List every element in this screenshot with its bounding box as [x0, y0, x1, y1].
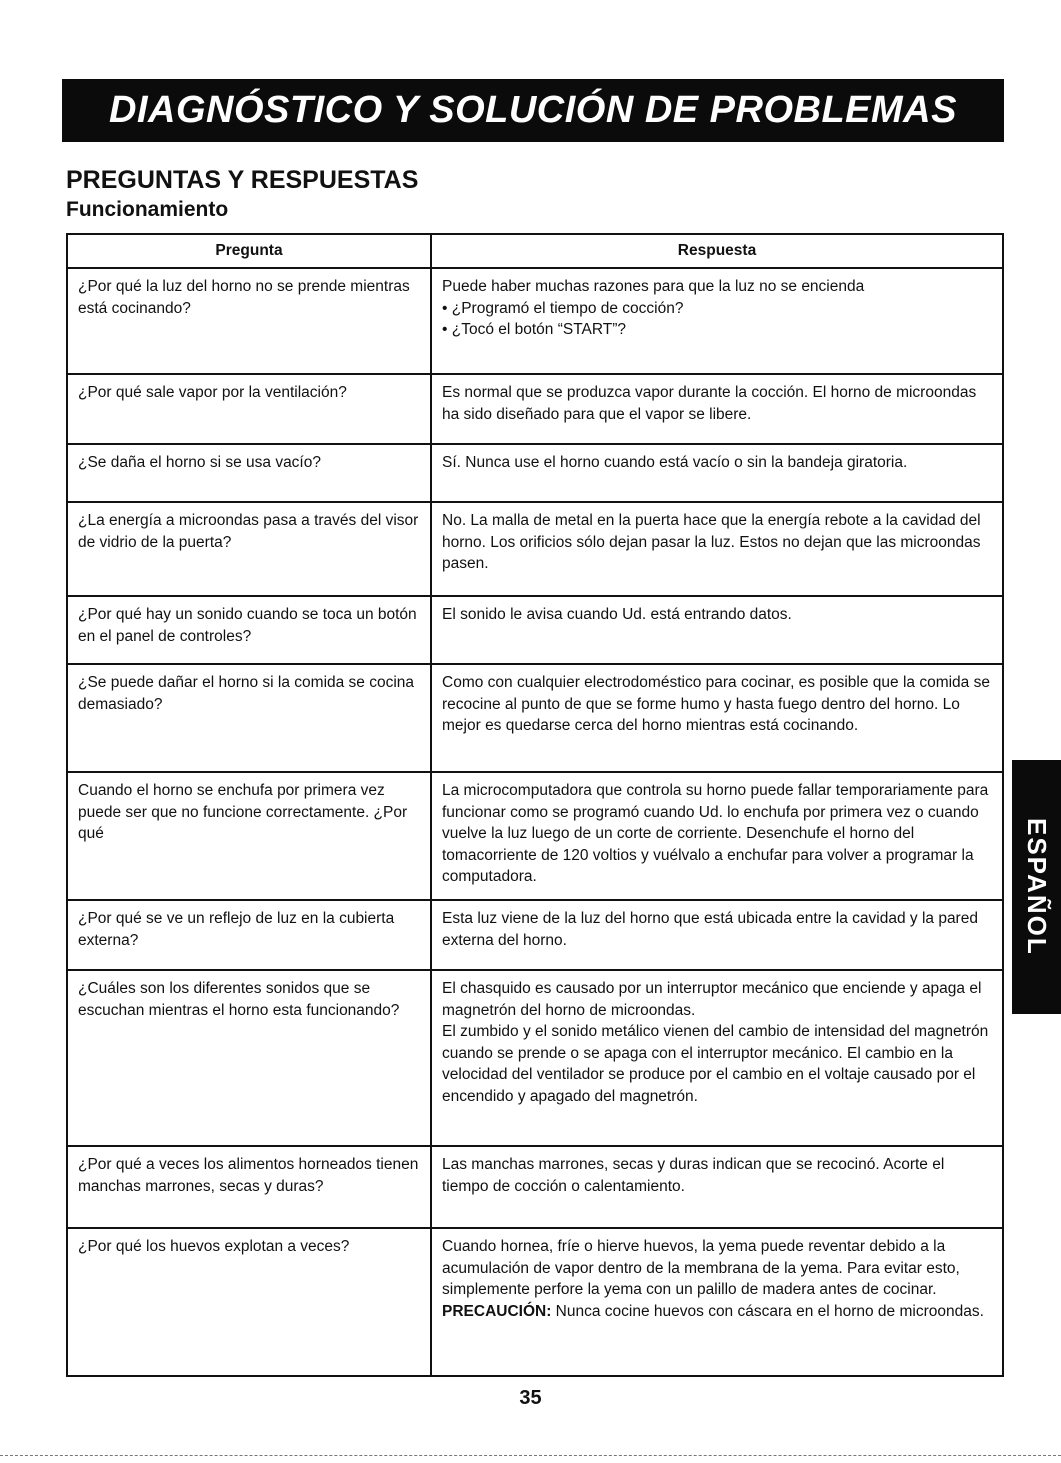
answer-line: Las manchas marrones, secas y duras indican que se recocinó. Acorte el tiempo de cocción o calentamiento.: [442, 1156, 945, 1195]
caution-text: Nunca cocine huevos con cáscara en el horno de microondas.: [551, 1302, 984, 1320]
question-cell: ¿Por qué sale vapor por la ventilación?: [67, 374, 431, 444]
answer-line: Puede haber muchas razones para que la luz no se encienda: [442, 278, 865, 295]
qa-row: [67, 664, 1003, 772]
answer-cell: [431, 1228, 1003, 1376]
answer-column-header: Respuesta: [431, 234, 1003, 268]
answer-cell: [431, 664, 1003, 772]
qa-row: [67, 596, 1003, 664]
qa-row: [67, 970, 1003, 1146]
answer-line: La microcomputadora que controla su horno puede fallar temporariamente para funcionar como se programó cuando Ud. lo enchufa por primera vez o cuando vuelve la luz luego de un corte de corriente. Desenchufe el horno del tomacorriente de 120 voltios y vuélvalo a enchufar para volver a programar la computadora.: [442, 782, 989, 885]
language-side-tab: [1012, 760, 1061, 1014]
answer-line: • ¿Tocó el botón “START”?: [442, 321, 627, 338]
qa-table-body: [67, 268, 1003, 1376]
qa-row: [67, 502, 1003, 596]
language-tab-label: ESPAÑOL: [1022, 818, 1052, 956]
qa-row: [67, 900, 1003, 970]
question-cell: ¿Por qué hay un sonido cuando se toca un botón en el panel de controles?: [67, 596, 431, 664]
page-bottom-rule: [0, 1455, 1061, 1456]
answer-cell: [431, 444, 1003, 502]
qa-row: [67, 1228, 1003, 1376]
qa-row: [67, 1146, 1003, 1228]
answer-cell: [431, 1146, 1003, 1228]
qa-row: [67, 374, 1003, 444]
page-number: 35: [519, 1387, 542, 1409]
answer-line: No. La malla de metal en la puerta hace que la energía rebote a la cavidad del horno. Los orificios sólo dejan pasar la luz. Estos no dejan que las microondas pasen.: [442, 512, 981, 572]
answer-cell: [431, 268, 1003, 374]
caution-label: PRECAUCIÓN:: [442, 1302, 552, 1320]
section-banner: [62, 79, 1004, 142]
answer-cell: [431, 970, 1003, 1146]
answer-cell: [431, 900, 1003, 970]
question-cell: ¿Por qué los huevos explotan a veces?: [67, 1228, 431, 1376]
answer-line: Cuando hornea, fríe o hierve huevos, la yema puede reventar debido a la acumulación de vapor dentro de la membrana de la yema. Para evitar esto, simplemente perfore la yema con un palillo de madera antes de cocinar.: [442, 1238, 960, 1298]
question-column-header: Pregunta: [67, 234, 431, 268]
question-cell: ¿La energía a microondas pasa a través del visor de vidrio de la puerta?: [67, 502, 431, 596]
answer-line: Esta luz viene de la luz del horno que está ubicada entre la cavidad y la pared externa del horno.: [442, 910, 978, 949]
answer-line: Es normal que se produzca vapor durante la cocción. El horno de microondas ha sido diseñado para que el vapor se libere.: [442, 384, 977, 423]
answer-line: El chasquido es causado por un interruptor mecánico que enciende y apaga el magnetrón del horno de microondas.: [442, 980, 982, 1019]
section-subtitle: Funcionamiento: [66, 198, 229, 221]
question-cell: ¿Por qué la luz del horno no se prende mientras está cocinando?: [67, 268, 431, 374]
answer-line: El zumbido y el sonido metálico vienen del cambio de intensidad del magnetrón cuando se prende o se apaga con el interruptor mecánico. El cambio en la velocidad del ventilador se produce por el cambio en el voltaje causado por el encendido y apagado del magnetrón.: [442, 1023, 989, 1105]
section-title: PREGUNTAS Y RESPUESTAS: [66, 166, 419, 194]
answer-cell: [431, 374, 1003, 444]
question-cell: ¿Por qué a veces los alimentos horneados tienen manchas marrones, secas y duras?: [67, 1146, 431, 1228]
question-cell: ¿Se puede dañar el horno si la comida se cocina demasiado?: [67, 664, 431, 772]
answer-line: El sonido le avisa cuando Ud. está entrando datos.: [442, 606, 792, 623]
answer-cell: [431, 502, 1003, 596]
qa-row: [67, 268, 1003, 374]
question-cell: ¿Por qué se ve un reflejo de luz en la cubierta externa?: [67, 900, 431, 970]
qa-header-row: [67, 234, 1003, 268]
answer-line: Sí. Nunca use el horno cuando está vacío o sin la bandeja giratoria.: [442, 454, 908, 471]
caution-note: [442, 1301, 992, 1323]
question-cell: Cuando el horno se enchufa por primera vez puede ser que no funcione correctamente. ¿Por qué: [67, 772, 431, 900]
qa-row: [67, 772, 1003, 900]
qa-row: [67, 444, 1003, 502]
question-cell: ¿Cuáles son los diferentes sonidos que se escuchan mientras el horno esta funcionando?: [67, 970, 431, 1146]
banner-title: DIAGNÓSTICO Y SOLUCIÓN DE PROBLEMAS: [109, 89, 957, 131]
answer-cell: [431, 772, 1003, 900]
answer-line: Como con cualquier electrodoméstico para cocinar, es posible que la comida se recocine al punto de que se forme humo y hasta fuego dentro del horno. Lo mejor es quedarse cerca del horno mientras está cocinando.: [442, 674, 990, 734]
qa-table: [66, 233, 1004, 1377]
question-cell: ¿Se daña el horno si se usa vacío?: [67, 444, 431, 502]
answer-cell: [431, 596, 1003, 664]
answer-line: • ¿Programó el tiempo de cocción?: [442, 299, 684, 317]
